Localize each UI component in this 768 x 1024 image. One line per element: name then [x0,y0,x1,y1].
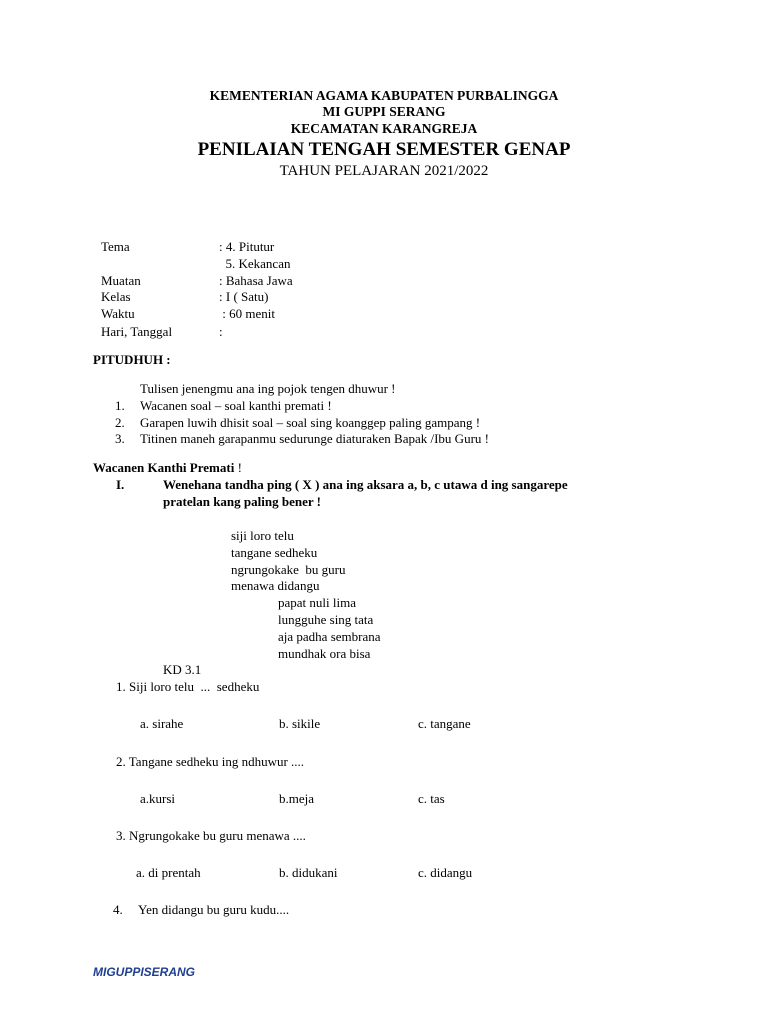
info-value: 5. Kekancan [219,256,291,271]
poem-line: ngrungokake bu guru [231,562,346,577]
question-text: Yen didangu bu guru kudu.... [138,902,290,917]
poem-line: papat nuli lima [278,595,356,610]
footer-school-name: MIGUPPISERANG [93,965,196,979]
instructions-intro: Tulisen jenengmu ana ing pojok tengen dhuwur ! [140,381,396,396]
info-value: : I ( Satu) [219,289,269,304]
question-text: 3. Ngrungokake bu guru menawa .... [116,828,306,843]
answer-option-c: c. tangane [418,716,471,731]
info-label: Tema [101,239,130,254]
section-roman-numeral: I. [116,477,125,492]
answer-option-b: b.meja [279,791,315,806]
info-label: Hari, Tanggal [101,324,173,339]
header-line-district: KECAMATAN KARANGREJA [290,121,478,136]
info-value: : 4. Pitutur [219,239,275,254]
poem-line: aja padha sembrana [278,629,381,644]
answer-option-b: b. sikile [279,716,321,731]
question-text: 1. Siji loro telu ... sedheku [116,679,260,694]
question-text: 2. Tangane sedheku ing ndhuwur .... [116,754,305,769]
section-heading-text: Wacanen Kanthi Premati [93,460,235,475]
section-instruction: pratelan kang paling bener ! [163,494,321,509]
instruction-number: 1. [115,398,125,413]
info-label: Kelas [101,289,131,304]
poem-line: mundhak ora bisa [278,646,371,661]
info-value: : [219,324,223,339]
section-heading-mark: ! [234,460,242,475]
header-line-school: MI GUPPI SERANG [322,104,446,119]
section-heading [93,460,242,476]
answer-option-c: c. didangu [418,865,473,880]
instruction-number: 3. [115,431,125,446]
poem-line: menawa didangu [231,578,320,593]
instructions-heading: PITUDHUH : [93,352,171,367]
header-line-ministry: KEMENTERIAN AGAMA KABUPATEN PURBALINGGA [209,88,559,103]
academic-year: TAHUN PELAJARAN 2021/2022 [279,163,489,179]
answer-option-c: c. tas [418,791,445,806]
info-value: : Bahasa Jawa [219,273,293,288]
instruction-item: Wacanen soal – soal kanthi premati ! [140,398,332,413]
answer-option-a: a. di prentah [136,865,201,880]
poem-line: tangane sedheku [231,545,318,560]
answer-option-a: a. sirahe [140,716,184,731]
info-label: Waktu [101,306,135,321]
poem-line: lungguhe sing tata [278,612,374,627]
section-instruction: Wenehana tandha ping ( X ) ana ing aksara a, b, c utawa d ing sangarepe [163,477,568,492]
instruction-item: Garapen luwih dhisit soal – soal sing koanggep paling gampang ! [140,415,481,430]
instruction-number: 2. [115,415,125,430]
competency-code: KD 3.1 [163,662,202,677]
instruction-item: Titinen maneh garapanmu sedurunge diaturaken Bapak /Ibu Guru ! [140,431,489,446]
answer-option-b: b. didukani [279,865,338,880]
poem-line: siji loro telu [231,528,294,543]
info-value: : 60 menit [219,306,275,321]
answer-option-a: a.kursi [140,791,176,806]
question-number: 4. [113,902,123,917]
document-title: PENILAIAN TENGAH SEMESTER GENAP [197,139,571,160]
info-label: Muatan [101,273,141,288]
